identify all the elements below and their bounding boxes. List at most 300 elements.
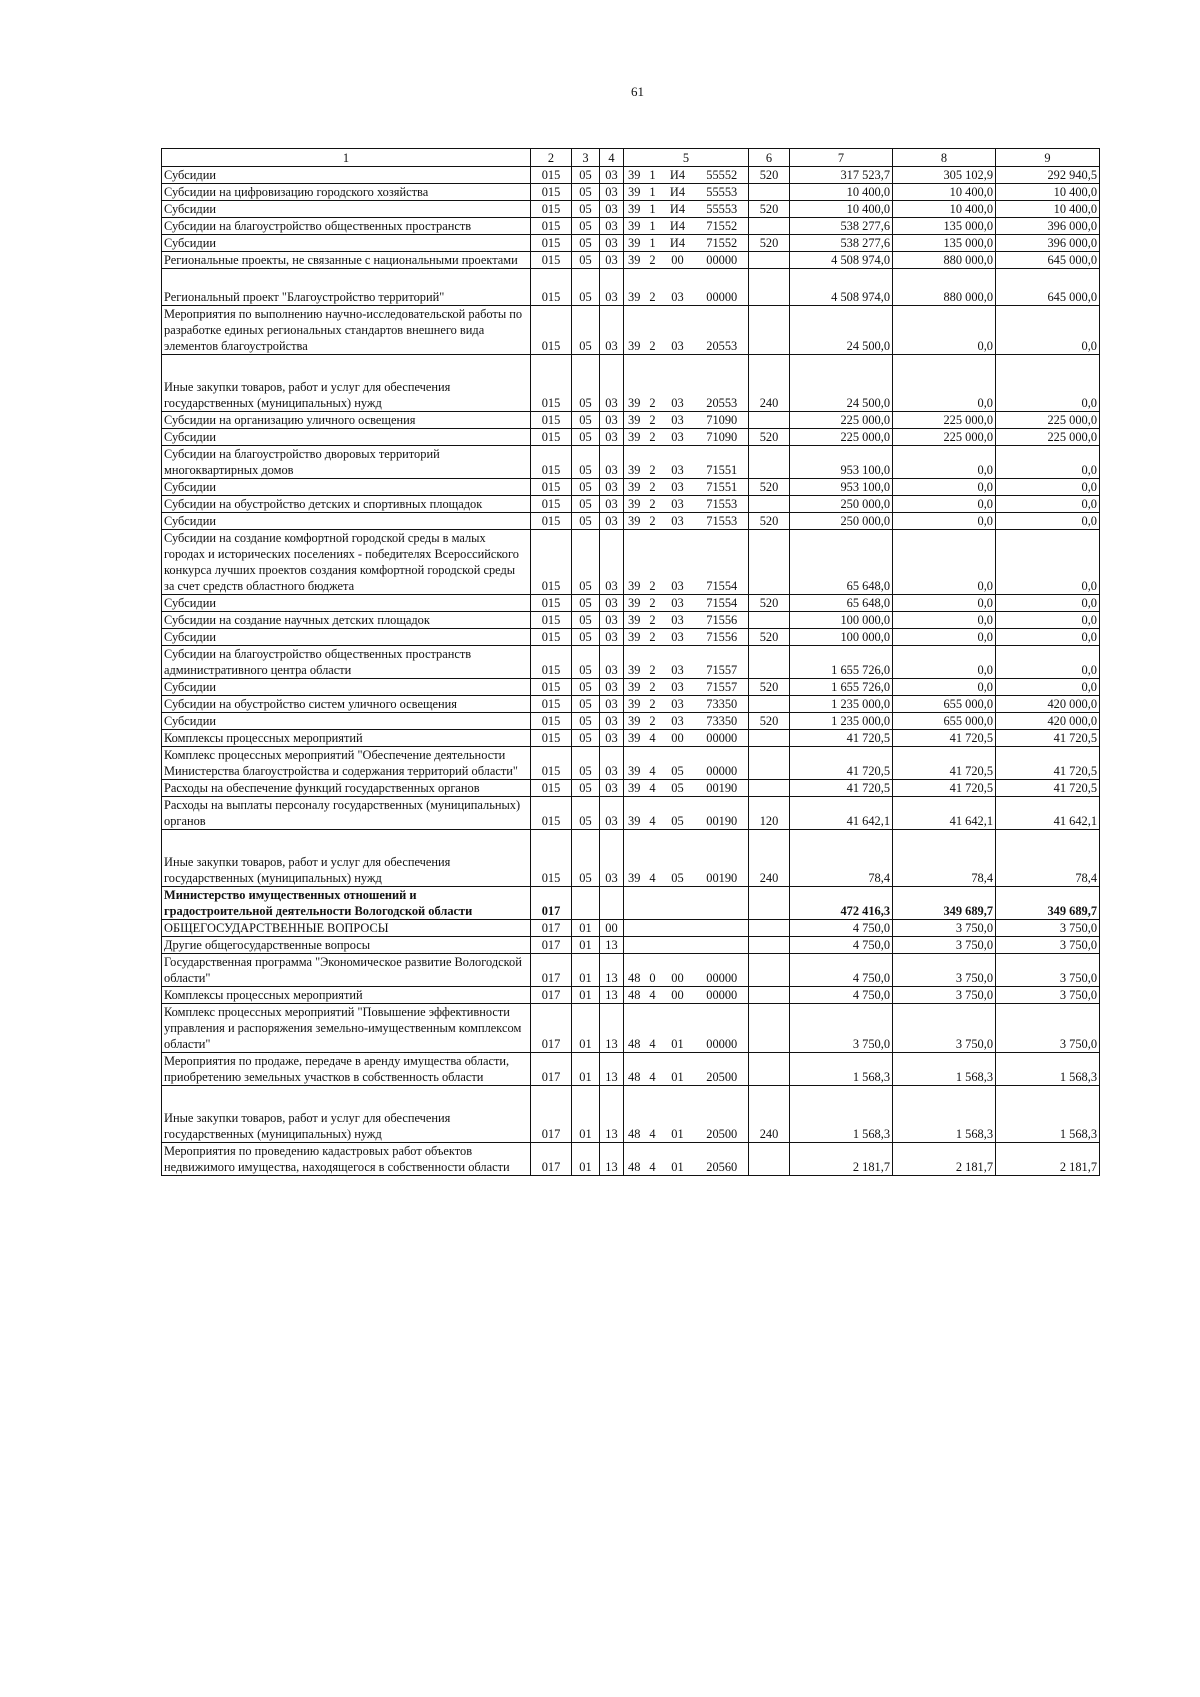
cell-target-subtype: 2 — [646, 530, 660, 595]
cell-amount-year3: 1 568,3 — [996, 1086, 1100, 1143]
cell-expense-type — [749, 730, 790, 747]
cell-target-program: 39 — [624, 696, 646, 713]
cell-target-code: 55553 — [696, 201, 749, 218]
table-row — [162, 306, 1100, 355]
cell-amount-year2: 78,4 — [893, 830, 996, 887]
cell-expense-type — [749, 696, 790, 713]
cell-amount-year1: 2 181,7 — [790, 1143, 893, 1176]
cell-expense-type: 520 — [749, 513, 790, 530]
table-row — [162, 446, 1100, 479]
cell-target-item: И4 — [660, 167, 696, 184]
table-row — [162, 479, 1100, 496]
cell-target-subtype: 4 — [646, 730, 660, 747]
cell-subsection: 13 — [600, 1143, 624, 1176]
cell-target-subtype: 2 — [646, 355, 660, 412]
cell-target-code — [696, 887, 749, 920]
cell-target-program: 39 — [624, 412, 646, 429]
cell-target-item: 03 — [660, 612, 696, 629]
cell-target-code — [696, 920, 749, 937]
cell-amount-year1: 317 523,7 — [790, 167, 893, 184]
cell-subsection: 03 — [600, 355, 624, 412]
cell-target-code: 00000 — [696, 730, 749, 747]
cell-amount-year1: 100 000,0 — [790, 629, 893, 646]
cell-expense-type — [749, 446, 790, 479]
cell-expense-type — [749, 252, 790, 269]
cell-target-subtype: 4 — [646, 780, 660, 797]
cell-target-subtype: 2 — [646, 252, 660, 269]
cell-amount-year1: 65 648,0 — [790, 530, 893, 595]
cell-target-code: 20553 — [696, 355, 749, 412]
cell-expense-type: 520 — [749, 167, 790, 184]
cell-target-item — [660, 920, 696, 937]
cell-amount-year1: 1 568,3 — [790, 1086, 893, 1143]
cell-section: 05 — [572, 679, 600, 696]
row-name: Министерство имущественных отношений и градостроительной деятельности Вологодской области — [162, 887, 531, 920]
cell-amount-year2: 10 400,0 — [893, 201, 996, 218]
cell-ministry-code: 015 — [531, 235, 572, 252]
cell-amount-year1: 41 720,5 — [790, 780, 893, 797]
cell-target-program: 39 — [624, 184, 646, 201]
cell-amount-year3: 396 000,0 — [996, 218, 1100, 235]
row-name: Региональные проекты, не связанные с национальными проектами — [162, 252, 531, 269]
cell-amount-year3: 0,0 — [996, 629, 1100, 646]
cell-subsection: 03 — [600, 513, 624, 530]
cell-target-item — [660, 887, 696, 920]
cell-amount-year2: 3 750,0 — [893, 1004, 996, 1053]
cell-amount-year3: 3 750,0 — [996, 954, 1100, 987]
table-row — [162, 412, 1100, 429]
col-header: 3 — [572, 149, 600, 167]
row-name: Другие общегосударственные вопросы — [162, 937, 531, 954]
row-name: Субсидии на благоустройство общественных пространств административного центра области — [162, 646, 531, 679]
cell-target-code: 71552 — [696, 235, 749, 252]
cell-target-subtype: 1 — [646, 184, 660, 201]
cell-amount-year3: 349 689,7 — [996, 887, 1100, 920]
cell-target-subtype — [646, 937, 660, 954]
cell-target-subtype: 2 — [646, 496, 660, 513]
cell-target-subtype: 4 — [646, 1086, 660, 1143]
cell-target-program: 48 — [624, 1143, 646, 1176]
table-row — [162, 920, 1100, 937]
cell-target-code: 71551 — [696, 446, 749, 479]
cell-target-subtype: 2 — [646, 595, 660, 612]
row-name: Субсидии — [162, 479, 531, 496]
cell-target-subtype: 4 — [646, 830, 660, 887]
cell-target-subtype: 2 — [646, 429, 660, 446]
cell-section: 01 — [572, 954, 600, 987]
cell-section: 05 — [572, 252, 600, 269]
cell-section — [572, 887, 600, 920]
cell-amount-year1: 4 750,0 — [790, 920, 893, 937]
cell-amount-year3: 3 750,0 — [996, 987, 1100, 1004]
cell-amount-year2: 655 000,0 — [893, 696, 996, 713]
cell-subsection: 03 — [600, 530, 624, 595]
cell-target-code: 00000 — [696, 269, 749, 306]
cell-target-subtype: 4 — [646, 1004, 660, 1053]
cell-expense-type — [749, 218, 790, 235]
table-row — [162, 713, 1100, 730]
cell-amount-year3: 225 000,0 — [996, 412, 1100, 429]
row-name: Субсидии — [162, 595, 531, 612]
cell-target-code: 71090 — [696, 412, 749, 429]
cell-target-item: 01 — [660, 1143, 696, 1176]
cell-subsection: 03 — [600, 306, 624, 355]
cell-ministry-code: 015 — [531, 730, 572, 747]
cell-amount-year1: 78,4 — [790, 830, 893, 887]
cell-section: 05 — [572, 780, 600, 797]
cell-section: 05 — [572, 446, 600, 479]
cell-expense-type — [749, 646, 790, 679]
cell-target-subtype: 2 — [646, 646, 660, 679]
cell-amount-year3: 3 750,0 — [996, 920, 1100, 937]
cell-ministry-code: 015 — [531, 679, 572, 696]
cell-section: 05 — [572, 184, 600, 201]
cell-target-item: 03 — [660, 513, 696, 530]
cell-ministry-code: 017 — [531, 937, 572, 954]
cell-expense-type: 520 — [749, 429, 790, 446]
cell-target-program: 39 — [624, 446, 646, 479]
cell-subsection: 13 — [600, 937, 624, 954]
table-row — [162, 679, 1100, 696]
row-name: Субсидии на благоустройство общественных пространств — [162, 218, 531, 235]
cell-target-subtype: 2 — [646, 446, 660, 479]
cell-subsection: 03 — [600, 496, 624, 513]
cell-amount-year2: 1 568,3 — [893, 1053, 996, 1086]
cell-amount-year1: 1 655 726,0 — [790, 679, 893, 696]
table-row — [162, 513, 1100, 530]
cell-ministry-code: 017 — [531, 887, 572, 920]
cell-expense-type: 520 — [749, 679, 790, 696]
cell-target-item: 03 — [660, 496, 696, 513]
cell-amount-year3: 0,0 — [996, 479, 1100, 496]
cell-amount-year2: 41 720,5 — [893, 747, 996, 780]
cell-section: 05 — [572, 412, 600, 429]
cell-amount-year1: 225 000,0 — [790, 412, 893, 429]
cell-target-item: 01 — [660, 1004, 696, 1053]
cell-section: 01 — [572, 1143, 600, 1176]
cell-amount-year1: 4 750,0 — [790, 954, 893, 987]
cell-target-code — [696, 937, 749, 954]
cell-section: 01 — [572, 1053, 600, 1086]
table-row — [162, 1086, 1100, 1143]
row-name: Расходы на обеспечение функций государственных органов — [162, 780, 531, 797]
cell-expense-type: 240 — [749, 830, 790, 887]
cell-ministry-code: 017 — [531, 1086, 572, 1143]
cell-target-code: 71553 — [696, 513, 749, 530]
cell-amount-year3: 10 400,0 — [996, 184, 1100, 201]
cell-subsection: 00 — [600, 920, 624, 937]
cell-expense-type — [749, 269, 790, 306]
cell-ministry-code: 015 — [531, 612, 572, 629]
cell-target-code: 00190 — [696, 830, 749, 887]
cell-amount-year1: 538 277,6 — [790, 235, 893, 252]
cell-ministry-code: 015 — [531, 446, 572, 479]
row-name: Субсидии на обустройство детских и спортивных площадок — [162, 496, 531, 513]
cell-section: 05 — [572, 429, 600, 446]
cell-amount-year3: 292 940,5 — [996, 167, 1100, 184]
cell-amount-year3: 0,0 — [996, 306, 1100, 355]
cell-expense-type: 240 — [749, 1086, 790, 1143]
cell-amount-year2: 0,0 — [893, 446, 996, 479]
cell-target-subtype: 2 — [646, 513, 660, 530]
cell-section: 01 — [572, 1086, 600, 1143]
cell-target-code: 55553 — [696, 184, 749, 201]
table-body — [162, 167, 1100, 1176]
cell-subsection: 03 — [600, 218, 624, 235]
cell-target-item: 03 — [660, 530, 696, 595]
cell-target-code: 00000 — [696, 747, 749, 780]
row-name: Иные закупки товаров, работ и услуг для обеспечения государственных (муниципальных) нужд — [162, 1086, 531, 1143]
cell-target-item — [660, 937, 696, 954]
table-row — [162, 496, 1100, 513]
cell-amount-year2: 305 102,9 — [893, 167, 996, 184]
cell-ministry-code: 017 — [531, 1004, 572, 1053]
cell-target-subtype: 4 — [646, 747, 660, 780]
cell-subsection: 13 — [600, 1053, 624, 1086]
cell-target-subtype: 2 — [646, 479, 660, 496]
cell-subsection: 03 — [600, 679, 624, 696]
cell-amount-year3: 0,0 — [996, 530, 1100, 595]
cell-ministry-code: 015 — [531, 747, 572, 780]
cell-amount-year1: 100 000,0 — [790, 612, 893, 629]
cell-amount-year1: 24 500,0 — [790, 355, 893, 412]
cell-section: 01 — [572, 937, 600, 954]
cell-expense-type: 520 — [749, 713, 790, 730]
cell-ministry-code: 015 — [531, 513, 572, 530]
cell-subsection: 03 — [600, 429, 624, 446]
cell-amount-year1: 1 235 000,0 — [790, 713, 893, 730]
cell-section: 01 — [572, 920, 600, 937]
table-row — [162, 269, 1100, 306]
cell-target-subtype: 2 — [646, 306, 660, 355]
cell-expense-type: 240 — [749, 355, 790, 412]
cell-target-program: 39 — [624, 747, 646, 780]
cell-expense-type — [749, 780, 790, 797]
table-row — [162, 629, 1100, 646]
row-name: Субсидии на благоустройство дворовых территорий многоквартирных домов — [162, 446, 531, 479]
row-name: Субсидии — [162, 713, 531, 730]
row-name: Субсидии — [162, 167, 531, 184]
cell-amount-year1: 4 508 974,0 — [790, 269, 893, 306]
cell-target-program: 48 — [624, 1004, 646, 1053]
cell-amount-year1: 538 277,6 — [790, 218, 893, 235]
cell-target-code: 00000 — [696, 954, 749, 987]
table-row — [162, 780, 1100, 797]
cell-expense-type: 120 — [749, 797, 790, 830]
cell-target-item: 03 — [660, 629, 696, 646]
cell-target-program — [624, 920, 646, 937]
cell-subsection: 03 — [600, 201, 624, 218]
cell-amount-year3: 0,0 — [996, 595, 1100, 612]
cell-ministry-code: 015 — [531, 595, 572, 612]
cell-target-code: 00000 — [696, 1004, 749, 1053]
row-name: ОБЩЕГОСУДАРСТВЕННЫЕ ВОПРОСЫ — [162, 920, 531, 937]
cell-amount-year1: 4 750,0 — [790, 937, 893, 954]
row-name: Субсидии — [162, 679, 531, 696]
cell-amount-year1: 472 416,3 — [790, 887, 893, 920]
cell-ministry-code: 017 — [531, 1053, 572, 1086]
row-name: Комплексы процессных мероприятий — [162, 987, 531, 1004]
cell-target-subtype: 2 — [646, 696, 660, 713]
cell-amount-year3: 0,0 — [996, 496, 1100, 513]
col-header: 2 — [531, 149, 572, 167]
cell-ministry-code: 015 — [531, 218, 572, 235]
cell-target-item: 03 — [660, 713, 696, 730]
cell-amount-year2: 0,0 — [893, 595, 996, 612]
cell-section: 05 — [572, 355, 600, 412]
cell-target-subtype: 1 — [646, 218, 660, 235]
cell-amount-year3: 645 000,0 — [996, 252, 1100, 269]
cell-expense-type — [749, 1143, 790, 1176]
cell-target-subtype: 2 — [646, 412, 660, 429]
table-row — [162, 252, 1100, 269]
row-name: Иные закупки товаров, работ и услуг для обеспечения государственных (муниципальных) нужд — [162, 355, 531, 412]
cell-target-program: 39 — [624, 730, 646, 747]
table-row — [162, 747, 1100, 780]
table-row — [162, 730, 1100, 747]
cell-subsection: 03 — [600, 479, 624, 496]
cell-ministry-code: 015 — [531, 646, 572, 679]
cell-subsection: 03 — [600, 730, 624, 747]
cell-expense-type — [749, 184, 790, 201]
col-header: 5 — [624, 149, 749, 167]
row-name: Комплекс процессных мероприятий "Повышение эффективности управления и распоряжения земельно-имущественным комплексом области" — [162, 1004, 531, 1053]
col-header: 4 — [600, 149, 624, 167]
cell-target-program: 39 — [624, 530, 646, 595]
cell-target-code: 00190 — [696, 797, 749, 830]
row-name: Расходы на выплаты персоналу государственных (муниципальных) органов — [162, 797, 531, 830]
cell-amount-year1: 225 000,0 — [790, 429, 893, 446]
cell-amount-year3: 0,0 — [996, 446, 1100, 479]
cell-target-code: 20553 — [696, 306, 749, 355]
cell-target-program: 48 — [624, 1086, 646, 1143]
cell-target-code: 20500 — [696, 1086, 749, 1143]
cell-amount-year1: 24 500,0 — [790, 306, 893, 355]
cell-section: 05 — [572, 201, 600, 218]
cell-target-code: 71554 — [696, 530, 749, 595]
cell-amount-year1: 41 720,5 — [790, 730, 893, 747]
cell-target-code: 73350 — [696, 713, 749, 730]
cell-section: 05 — [572, 235, 600, 252]
cell-section: 05 — [572, 496, 600, 513]
cell-target-program: 39 — [624, 167, 646, 184]
cell-target-code: 71553 — [696, 496, 749, 513]
cell-target-item: 03 — [660, 269, 696, 306]
cell-expense-type — [749, 887, 790, 920]
cell-amount-year3: 41 642,1 — [996, 797, 1100, 830]
cell-target-subtype: 1 — [646, 201, 660, 218]
cell-amount-year3: 41 720,5 — [996, 780, 1100, 797]
cell-section: 05 — [572, 167, 600, 184]
cell-target-item: 05 — [660, 780, 696, 797]
row-name: Мероприятия по продаже, передаче в аренду имущества области, приобретению земельных участков в собственность области — [162, 1053, 531, 1086]
cell-amount-year2: 225 000,0 — [893, 412, 996, 429]
table-row — [162, 696, 1100, 713]
cell-target-program: 39 — [624, 679, 646, 696]
cell-amount-year3: 0,0 — [996, 513, 1100, 530]
cell-subsection: 03 — [600, 184, 624, 201]
cell-subsection: 03 — [600, 696, 624, 713]
cell-amount-year3: 420 000,0 — [996, 696, 1100, 713]
cell-expense-type — [749, 530, 790, 595]
cell-expense-type — [749, 612, 790, 629]
row-name: Мероприятия по выполнению научно-исследовательской работы по разработке единых региональных стандартов внешнего вида элементов благоустройства — [162, 306, 531, 355]
cell-subsection: 03 — [600, 713, 624, 730]
cell-amount-year3: 10 400,0 — [996, 201, 1100, 218]
cell-ministry-code: 015 — [531, 412, 572, 429]
cell-amount-year2: 41 720,5 — [893, 730, 996, 747]
cell-section: 05 — [572, 629, 600, 646]
cell-section: 05 — [572, 513, 600, 530]
cell-amount-year1: 1 655 726,0 — [790, 646, 893, 679]
cell-subsection: 03 — [600, 747, 624, 780]
cell-amount-year1: 250 000,0 — [790, 513, 893, 530]
table-row — [162, 1143, 1100, 1176]
cell-amount-year2: 655 000,0 — [893, 713, 996, 730]
cell-subsection: 13 — [600, 1004, 624, 1053]
cell-amount-year2: 135 000,0 — [893, 235, 996, 252]
cell-expense-type — [749, 412, 790, 429]
cell-target-program: 39 — [624, 235, 646, 252]
cell-ministry-code: 015 — [531, 797, 572, 830]
cell-target-program: 39 — [624, 646, 646, 679]
table-row — [162, 530, 1100, 595]
cell-amount-year3: 3 750,0 — [996, 937, 1100, 954]
cell-subsection: 03 — [600, 780, 624, 797]
cell-amount-year1: 41 642,1 — [790, 797, 893, 830]
cell-section: 05 — [572, 612, 600, 629]
cell-expense-type: 520 — [749, 595, 790, 612]
cell-target-item: 03 — [660, 696, 696, 713]
row-name: Субсидии на создание комфортной городской среды в малых городах и исторических поселениях - победителях Всероссийского конкурса лучших проектов создания комфортной городской среды за счет средств областного бюджета — [162, 530, 531, 595]
cell-ministry-code: 015 — [531, 355, 572, 412]
cell-target-program: 39 — [624, 713, 646, 730]
cell-target-program: 39 — [624, 595, 646, 612]
cell-target-program: 39 — [624, 306, 646, 355]
cell-section: 05 — [572, 747, 600, 780]
cell-amount-year2: 225 000,0 — [893, 429, 996, 446]
row-name: Субсидии на цифровизацию городского хозяйства — [162, 184, 531, 201]
cell-ministry-code: 017 — [531, 1143, 572, 1176]
cell-amount-year1: 1 568,3 — [790, 1053, 893, 1086]
cell-subsection: 03 — [600, 167, 624, 184]
cell-target-program: 48 — [624, 987, 646, 1004]
table-row — [162, 830, 1100, 887]
cell-target-subtype: 2 — [646, 713, 660, 730]
cell-expense-type — [749, 954, 790, 987]
cell-target-program: 39 — [624, 218, 646, 235]
cell-target-item: 03 — [660, 429, 696, 446]
cell-section: 01 — [572, 1004, 600, 1053]
cell-ministry-code: 015 — [531, 306, 572, 355]
cell-expense-type — [749, 937, 790, 954]
row-name: Мероприятия по проведению кадастровых работ объектов недвижимого имущества, находящегося в собственности области — [162, 1143, 531, 1176]
cell-amount-year1: 4 508 974,0 — [790, 252, 893, 269]
cell-target-code: 71556 — [696, 612, 749, 629]
cell-target-item: 00 — [660, 987, 696, 1004]
cell-subsection: 03 — [600, 629, 624, 646]
table-row — [162, 887, 1100, 920]
cell-target-item: 03 — [660, 479, 696, 496]
cell-subsection: 03 — [600, 412, 624, 429]
table-row — [162, 1004, 1100, 1053]
cell-amount-year1: 3 750,0 — [790, 1004, 893, 1053]
cell-subsection: 13 — [600, 1086, 624, 1143]
cell-target-item: 03 — [660, 679, 696, 696]
row-name: Субсидии — [162, 235, 531, 252]
cell-target-program: 39 — [624, 269, 646, 306]
table-row — [162, 612, 1100, 629]
